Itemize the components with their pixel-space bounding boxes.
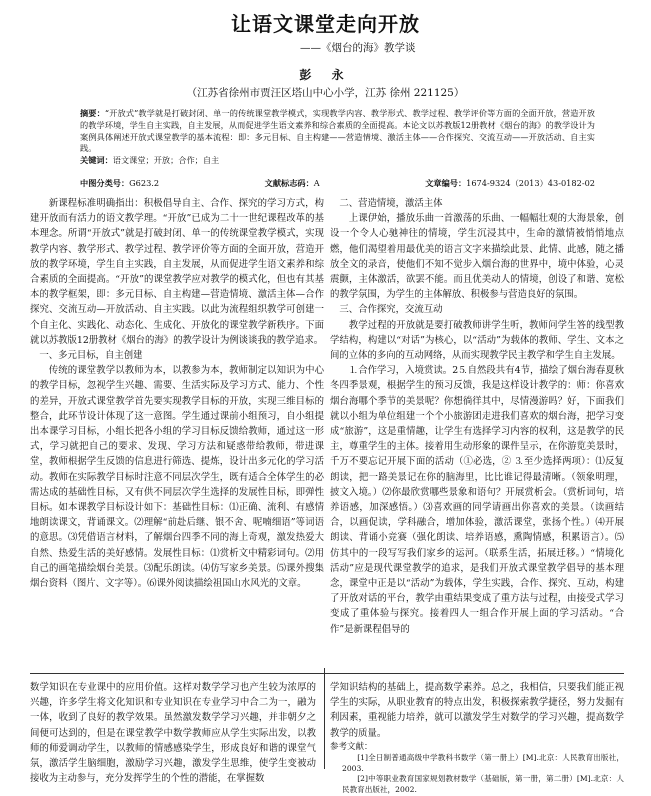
body-column-right: [330, 196, 624, 664]
body-paragraph: ⒈合作学习，入境赏读。2⒌自然段共有4节，描绘了烟台海春夏秋冬四季景观，根据学生的预习反馈，我是这样设计教学的：师：你喜欢烟台海哪个季节的美景呢？你想徜徉其中，尽情漫游吗？好，下面我们就以小组为单位组建一个个小旅游团走进我们喜欢的烟台海，把学习变成“旅游”，这是重情趣，让学生有选择学习内容的权利，这是教学的民主，尊重学生的主体。接着用生动形象的课件呈示，在你游览美景时，千万不要忘记开展下面的活动（①必选，② ⒊至少选择两项）：⑴反复朗读，把一路美景记在你的脑海里，比比谁记得最清晰。（领象明理，披文入境。）⑵你最欣赏哪些景象和语句？开展赏析会。（赏析词句，培养语感，加深感悟。）⑶喜欢画的同学请画出你喜欢的美景。（读画结合，以画促读，学科融合，增加体验，激活课堂，张扬个性。）⑷开展朗读、背诵小竞赛（强化朗读、培养语感，熏陶情感，积累语言）。⑸仿其中的一段写写我们家乡的运河。（联系生活，拓展迁移。）“情境化活动”应是现代课堂教学的追求，是我们开放式课堂教学倡导的基本理念，课堂中正是以“活动”为载体，学生实践，合作、探究、互动，构建了开放对话的平台，教学由重结果变成了重方法与过程，由接受式学习变成了重体验与探究。接着四人一组合作开展上面的学习活动。“合作”是新课程倡导的: [330, 365, 624, 635]
abstract-block: [80, 108, 595, 167]
keywords: [80, 155, 595, 167]
doc-value: A: [313, 178, 320, 188]
section-heading: 三、合作探究，交流互动: [339, 304, 443, 316]
keywords-label: 关键词：: [80, 155, 113, 166]
abstract-label: 摘要：: [80, 108, 105, 118]
abstract: [80, 108, 595, 155]
continued-paragraph: 学知识结构的基础上，提高数学素养。总之，我相信，只要我们能正视学生的实际，从职业教育的特点出发，积极探索教学捷径，努力发掘有利因素，重视能力培养，就可以激发学生对数学的学习兴趣，提高数学教学的质量。: [330, 682, 624, 739]
reference-item: [2]中等职业教育国家规划教材数学（基础版，第一册，第二册）[M].北京：人民教育出版社，2002.: [342, 774, 624, 795]
clc-value: G623.2: [129, 178, 160, 188]
document-code: [265, 178, 320, 189]
references-list: [330, 753, 624, 796]
article-value: 1674-9324（2013）43-0182-02: [466, 178, 595, 188]
keywords-text: 语文课堂；开放；合作；自主: [112, 155, 220, 166]
article-meta: [80, 178, 595, 189]
continued-column-right: [330, 680, 624, 795]
author-affiliation: （江苏省徐州市贾汪区塔山中心小学，江苏 徐州 221125）: [186, 87, 465, 99]
body-paragraph: 新课程标准明确指出：积极倡导自主、合作、探究的学习方式，构建开放而有活力的语文教学理。“开放”已成为二十一世纪课程改革的基本理念。所谓“开放式”就是打破封闭、单一的传统课堂教学模式，实现教学内容、教学形式、教学过程、教学评价等方面的全面开放，营造开放的教学环境，学生自主实践，自主发展，从而促进学生语文素养和综合素质的全面提高。“开放”的课堂教学应对教学的模式化，但也有其基本的教学框架，即：多元目标、自主构建—营造情境、激活主体—合作探究、交流互动—开放活动、自主实践。以此为流程组织教学可创建一个自主化、实践化、动态化、生成化、开放化的课堂教学新秩序。下面就以苏教版12册教材《烟台的海》的教学设计为例谈谈我的教学追求。: [30, 198, 324, 346]
section-divider: [30, 673, 624, 674]
body-paragraph: 教学过程的开放就是要打破教师讲学生听，教师问学生答的线型教学结构，构建以“对话”为核心，以“活动”为载体的教师、学生、文本之间的立体的多向的互动网络，从而实现教学民主教学和学生自主发展。: [330, 319, 624, 362]
article-number: [425, 178, 595, 189]
article-subtitle: ——《烟台的海》教学谈: [300, 42, 416, 54]
body-paragraph: 传统的课堂教学以教师为本，以教参为本，教师制定以知识为中心的教学目标，忽视学生兴趣、需要、生活实际及学习方式、能力、个性的差异，开放式课堂教学首先要实现教学目标的开放，实现三维目标的整合，此环节设计体现了这一意图。学生通过课前小组预习，自小组提出本课学习目标，小组长把各小组的学习目标反馈给教师，通过这一形式，学习就把自己的要求、发现、学习方法和疑惑带给教师，带进课堂，教师根据学生反馈的信息进行筛选、提炼，设计出多元化的学习活动。教师在实际教学目标时注意不同层次学生，既有适合全体学生的必需达成的基础性目标，又有供不同层次学生选择的发展性目标，即弹性目标。如本课教学目标设计如下：基础性目标：⑴正确、流利、有感情地朗读课文，背诵课文。⑵理解“前赴后继、银不舍、呢喃细语”等词语的意思。⑶凭借语言材料，了解烟台四季不同的海上奇观，激发热爱大自然、热爱生活的美好感情。发展性目标：⑴赏析文中精彩词句。⑵用自己的画笔描绘烟台美景。⑶配乐朗读。⑷仿写家乡美景。⑸课外搜集烟台资料（图片、文字等）。⑹课外阅读描绘祖国山水风光的文章。: [30, 365, 324, 590]
body-column-left: [30, 196, 324, 664]
article-title: 让语文课堂走向开放: [231, 12, 420, 36]
article-label: 文章编号：: [425, 178, 467, 188]
continued-column-left: [30, 680, 316, 785]
references-title: 参考文献：: [330, 741, 373, 752]
abstract-text: “开放式”教学就是打破封闭、单一的传统课堂教学模式，实现教学内容、教学形式、教学过程、教学评价等方面的全面开放，营造开放的教学环境，学生自主实践，自主发展，从而促进学生语文素养和综合素质的全面提高。本论文以苏教版12册教材《烟台的海》的教学设计为案例具体阐述开放式课堂教学的基本流程：即：多元目标、自主构建——营造情境、激活主体——合作探究、交流互动——开放活动、自主实践。: [80, 108, 595, 154]
clc-number: [80, 178, 159, 189]
author-name: 彭 永: [299, 68, 352, 82]
section-heading: 一、多元目标，自主创建: [39, 350, 143, 362]
continued-paragraph: 数学知识在专业课中的应用价值。这样对数学学习也产生较为浓厚的兴趣，许多学生将文化知识和专业知识在专业学习中合二为一，融为一体，收到了良好的教学效果。虽然激发数学学习兴趣，并非朝夕之间便可达到的，但是在课堂教学中数学教师应从学生实际出发，以教师的师爱调动学生，以教师的情感感染学生，形成良好和谐的课堂气氛，激活学生脑细胞，激励学习兴趣，激发学生思维，使学生变被动接收为主动参与，充分发挥学生的个性的潜能，在掌握数: [30, 682, 316, 785]
body-paragraph: 上课伊始，播放乐曲一首激荡的乐曲、一幅幅壮观的大海景象，创设一个令人心驰神往的情境，学生沉浸其中，生命的激情被悄悄地点燃，他们渴望着用最优美的语言文字来描绘此景、此情、此感，随之播放全文的录音，使他们不知不觉步入烟台海的世界中，境中体验，心灵震颤，主体激活，欲罢不能。而且优美动人的情境，创设了和谐、宽松的教学氛围，为学生的主体解放、积极参与营造良好的氛围。: [330, 213, 624, 301]
column-divider: [324, 668, 325, 769]
doc-label: 文献标志码：: [264, 178, 314, 188]
section-heading: 二、营造情境，激活主体: [339, 198, 443, 209]
clc-label: 中图分类号：: [80, 178, 130, 188]
reference-item: [1]全日制普通高级中学教科书数学（第一册上）[M].北京：人民教育出版社，2003.: [342, 752, 624, 773]
